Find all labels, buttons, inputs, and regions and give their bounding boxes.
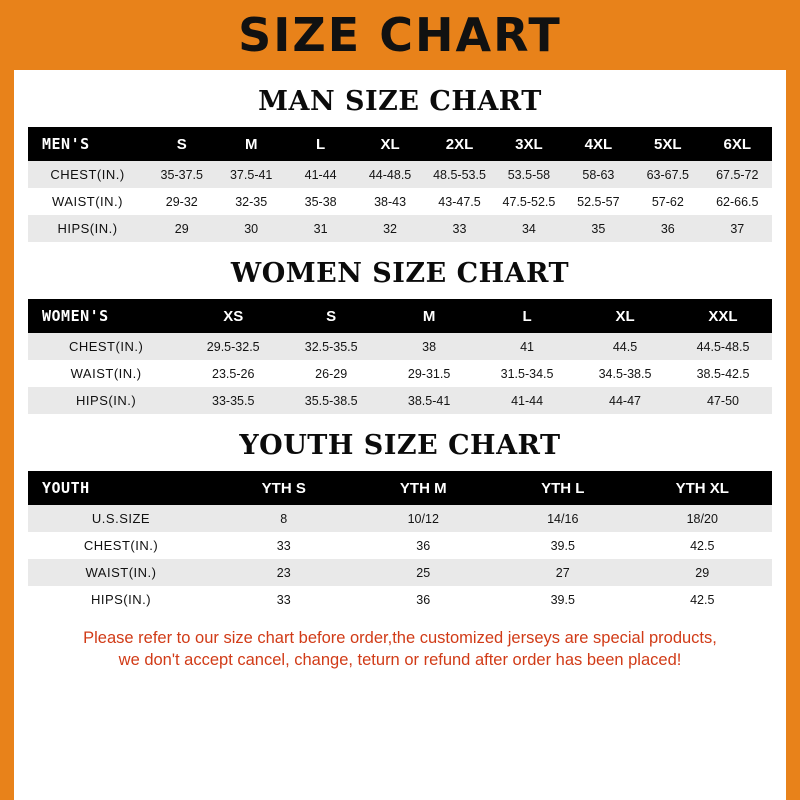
women-row-waist-label: WAIST(IN.)	[28, 360, 184, 387]
table-row	[28, 188, 772, 215]
youth-header-label: YOUTH	[28, 471, 214, 505]
men-chest-5xl: 63-67.5	[633, 161, 702, 188]
women-hips-xs: 33-35.5	[184, 387, 282, 414]
youth-header-l: YTH L	[493, 471, 633, 505]
men-header-2xl: 2XL	[425, 127, 494, 161]
women-hips-s: 35.5-38.5	[282, 387, 380, 414]
women-section-title: WOMEN SIZE CHART	[230, 258, 570, 289]
women-hips-m: 38.5-41	[380, 387, 478, 414]
table-row	[28, 559, 772, 586]
men-hips-4xl: 35	[564, 215, 633, 242]
women-hips-l: 41-44	[478, 387, 576, 414]
women-header-l: L	[478, 299, 576, 333]
women-row-hips-label: HIPS(IN.)	[28, 387, 184, 414]
men-chest-4xl: 58-63	[564, 161, 633, 188]
youth-chest-xl: 42.5	[633, 532, 773, 559]
table-row	[28, 387, 772, 414]
youth-row-chest-label: CHEST(IN.)	[28, 532, 214, 559]
men-hips-s: 29	[147, 215, 216, 242]
men-chest-6xl: 67.5-72	[703, 161, 772, 188]
page-title: SIZE CHART	[238, 8, 562, 62]
youth-row-hips-label: HIPS(IN.)	[28, 586, 214, 613]
table-row	[28, 161, 772, 188]
women-header-m: M	[380, 299, 478, 333]
page-content	[14, 86, 786, 672]
youth-hips-m: 36	[354, 586, 494, 613]
women-header-xs: XS	[184, 299, 282, 333]
women-chest-s: 32.5-35.5	[282, 333, 380, 360]
men-waist-l: 35-38	[286, 188, 355, 215]
men-chest-2xl: 48.5-53.5	[425, 161, 494, 188]
table-row	[28, 586, 772, 613]
men-waist-6xl: 62-66.5	[703, 188, 772, 215]
youth-size-table	[28, 471, 772, 613]
men-section-title: MAN SIZE CHART	[258, 86, 542, 117]
men-header-4xl: 4XL	[564, 127, 633, 161]
youth-waist-s: 23	[214, 559, 354, 586]
men-header-m: M	[216, 127, 285, 161]
men-waist-s: 29-32	[147, 188, 216, 215]
policy-note-line-2: we don't accept cancel, change, teturn or refund after order has been placed!	[118, 651, 682, 670]
men-waist-3xl: 47.5-52.5	[494, 188, 563, 215]
policy-note-line-1: Please refer to our size chart before order,the customized jerseys are special products,	[83, 629, 717, 647]
women-header-label: WOMEN'S	[28, 299, 184, 333]
women-chest-l: 41	[478, 333, 576, 360]
women-hips-xxl: 47-50	[674, 387, 772, 414]
men-waist-xl: 38-43	[355, 188, 424, 215]
men-waist-5xl: 57-62	[633, 188, 702, 215]
women-waist-xl: 34.5-38.5	[576, 360, 674, 387]
men-hips-l: 31	[286, 215, 355, 242]
women-chest-xl: 44.5	[576, 333, 674, 360]
women-header-s: S	[282, 299, 380, 333]
men-header-label: MEN'S	[28, 127, 147, 161]
men-header-xl: XL	[355, 127, 424, 161]
youth-chest-s: 33	[214, 532, 354, 559]
men-row-hips-label: HIPS(IN.)	[28, 215, 147, 242]
women-chest-xxl: 44.5-48.5	[674, 333, 772, 360]
men-row-chest-label: CHEST(IN.)	[28, 161, 147, 188]
youth-ussize-m: 10/12	[354, 505, 494, 532]
men-hips-m: 30	[216, 215, 285, 242]
youth-waist-xl: 29	[633, 559, 773, 586]
men-hips-5xl: 36	[633, 215, 702, 242]
youth-chest-m: 36	[354, 532, 494, 559]
men-hips-xl: 32	[355, 215, 424, 242]
table-header-row	[28, 127, 772, 161]
men-header-5xl: 5XL	[633, 127, 702, 161]
table-row	[28, 532, 772, 559]
men-chest-l: 41-44	[286, 161, 355, 188]
youth-row-waist-label: WAIST(IN.)	[28, 559, 214, 586]
women-size-table	[28, 299, 772, 414]
youth-hips-l: 39.5	[493, 586, 633, 613]
youth-waist-l: 27	[493, 559, 633, 586]
youth-header-s: YTH S	[214, 471, 354, 505]
men-hips-3xl: 34	[494, 215, 563, 242]
policy-note	[28, 627, 772, 672]
women-header-xxl: XXL	[674, 299, 772, 333]
women-waist-s: 26-29	[282, 360, 380, 387]
youth-chest-l: 39.5	[493, 532, 633, 559]
men-hips-2xl: 33	[425, 215, 494, 242]
men-row-waist-label: WAIST(IN.)	[28, 188, 147, 215]
women-chest-xs: 29.5-32.5	[184, 333, 282, 360]
youth-header-xl: YTH XL	[633, 471, 773, 505]
youth-ussize-xl: 18/20	[633, 505, 773, 532]
men-header-3xl: 3XL	[494, 127, 563, 161]
youth-header-m: YTH M	[354, 471, 494, 505]
men-chest-3xl: 53.5-58	[494, 161, 563, 188]
youth-section-title: YOUTH SIZE CHART	[239, 430, 561, 461]
women-waist-m: 29-31.5	[380, 360, 478, 387]
men-waist-m: 32-35	[216, 188, 285, 215]
youth-ussize-l: 14/16	[493, 505, 633, 532]
youth-row-ussize-label: U.S.SIZE	[28, 505, 214, 532]
men-chest-xl: 44-48.5	[355, 161, 424, 188]
table-row	[28, 333, 772, 360]
page-banner	[0, 0, 800, 70]
youth-waist-m: 25	[354, 559, 494, 586]
women-waist-l: 31.5-34.5	[478, 360, 576, 387]
table-header-row	[28, 299, 772, 333]
women-waist-xxl: 38.5-42.5	[674, 360, 772, 387]
youth-hips-xl: 42.5	[633, 586, 773, 613]
table-row	[28, 360, 772, 387]
table-row	[28, 505, 772, 532]
table-header-row	[28, 471, 772, 505]
women-header-xl: XL	[576, 299, 674, 333]
women-chest-m: 38	[380, 333, 478, 360]
table-row	[28, 215, 772, 242]
women-waist-xs: 23.5-26	[184, 360, 282, 387]
women-row-chest-label: CHEST(IN.)	[28, 333, 184, 360]
men-hips-6xl: 37	[703, 215, 772, 242]
youth-ussize-s: 8	[214, 505, 354, 532]
women-hips-xl: 44-47	[576, 387, 674, 414]
men-chest-m: 37.5-41	[216, 161, 285, 188]
men-header-l: L	[286, 127, 355, 161]
men-header-6xl: 6XL	[703, 127, 772, 161]
men-chest-s: 35-37.5	[147, 161, 216, 188]
men-size-table	[28, 127, 772, 242]
youth-hips-s: 33	[214, 586, 354, 613]
men-waist-2xl: 43-47.5	[425, 188, 494, 215]
men-header-s: S	[147, 127, 216, 161]
bottom-strip	[14, 792, 786, 800]
men-waist-4xl: 52.5-57	[564, 188, 633, 215]
